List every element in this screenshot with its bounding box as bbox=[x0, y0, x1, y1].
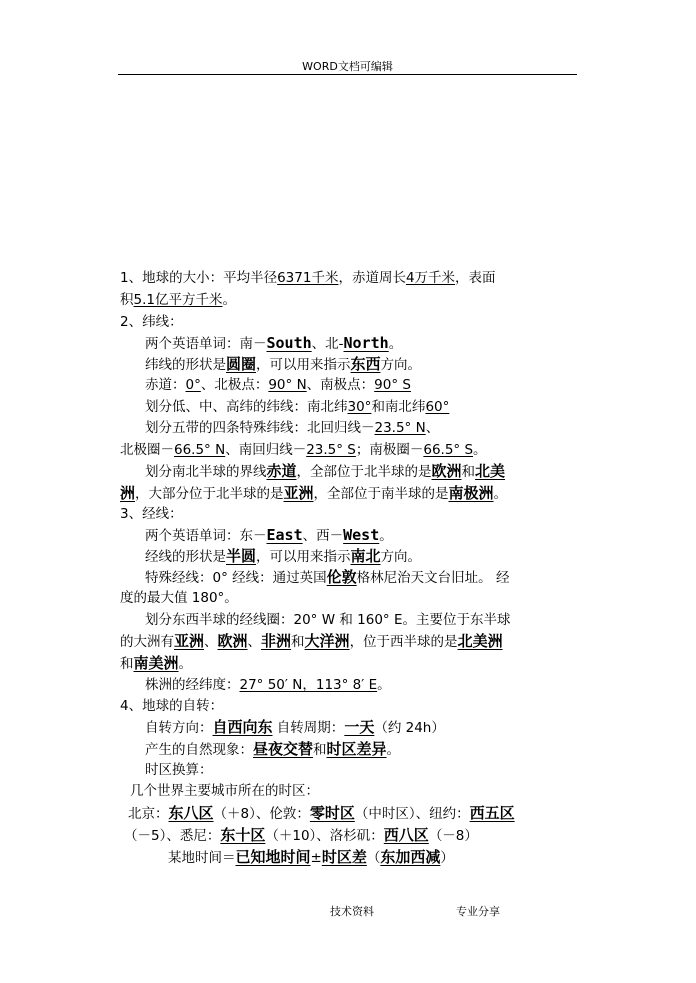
text-span: 。 bbox=[388, 336, 403, 352]
text-line bbox=[145, 610, 511, 630]
text-line bbox=[120, 440, 487, 460]
text-line bbox=[120, 653, 192, 674]
text-span: ，可以用来指示 bbox=[256, 357, 351, 373]
text-span: 和 bbox=[120, 656, 134, 672]
text-span: ） bbox=[440, 850, 454, 866]
emphasis-text: 23.5° S bbox=[306, 442, 356, 458]
text-span: 赤道： bbox=[145, 377, 186, 393]
emphasis-text: 23.5° N bbox=[374, 420, 426, 436]
text-line bbox=[145, 354, 421, 375]
text-span: （中时区）、纽约： bbox=[354, 806, 470, 822]
emphasis-text: 北美洲 bbox=[457, 632, 503, 650]
text-span: 株洲的经纬度： bbox=[145, 677, 240, 693]
text-span: ，可以用来指示 bbox=[256, 549, 351, 565]
emphasis-text: 赤道 bbox=[266, 462, 297, 480]
text-span: 方向。 bbox=[380, 357, 422, 373]
text-span: （约 24h） bbox=[374, 720, 445, 736]
text-span: ，位于西半球的是 bbox=[349, 634, 458, 650]
emphasis-text: 30° bbox=[347, 399, 372, 415]
emphasis-text: 零时区 bbox=[309, 804, 355, 822]
text-line bbox=[120, 504, 183, 524]
emphasis-text: 欧洲 bbox=[431, 462, 462, 480]
text-span: 积 bbox=[120, 292, 134, 308]
text-span: 和 bbox=[291, 634, 305, 650]
emphasis-text: West bbox=[343, 526, 380, 544]
text-span: 和 bbox=[461, 464, 476, 480]
text-span: 。 bbox=[473, 442, 487, 458]
emphasis-text: 南极洲 bbox=[448, 484, 494, 502]
footer-left: 技术资料 bbox=[330, 905, 374, 918]
emphasis-text: 南美洲 bbox=[133, 654, 179, 672]
emphasis-text: 半圆 bbox=[226, 547, 257, 565]
text-span: 。 bbox=[222, 292, 236, 308]
emphasis-text: 亚洲 bbox=[283, 484, 314, 502]
emphasis-text: 4万千米 bbox=[405, 270, 456, 286]
emphasis-text: East bbox=[266, 526, 303, 544]
text-line bbox=[120, 268, 496, 288]
text-line bbox=[145, 739, 400, 760]
text-span: （ bbox=[366, 850, 381, 866]
text-span: 。 bbox=[379, 528, 393, 544]
emphasis-text: 27° 50′ N，113° 8′ E bbox=[239, 677, 378, 693]
emphasis-text: 66.5° N bbox=[174, 442, 226, 458]
text-span: 格林尼治天文台旧址。 经 bbox=[356, 570, 510, 586]
text-span: 两个英语单词：东－ bbox=[145, 528, 267, 544]
text-span: 、 bbox=[204, 634, 218, 650]
text-line bbox=[124, 825, 478, 846]
text-line bbox=[120, 312, 183, 332]
text-line bbox=[145, 333, 402, 354]
emphasis-text: 圆圈 bbox=[226, 355, 257, 373]
text-line bbox=[145, 397, 449, 417]
text-span: 划分南北半球的界线 bbox=[145, 464, 267, 480]
text-line bbox=[145, 567, 509, 588]
emphasis-text: 66.5° S bbox=[423, 442, 474, 458]
emphasis-text: 非洲 bbox=[261, 632, 292, 650]
text-line bbox=[168, 847, 454, 868]
text-span: （＋8）、伦敦： bbox=[213, 806, 310, 822]
text-span: （＋10）、洛杉矶： bbox=[265, 828, 384, 844]
text-line bbox=[120, 290, 236, 310]
text-span: 自转周期： bbox=[272, 720, 345, 736]
text-span: 几个世界主要城市所在的时区： bbox=[130, 783, 319, 799]
text-span: ± bbox=[310, 850, 322, 866]
text-span: 、北极点： bbox=[200, 377, 269, 393]
text-span: 、西－ bbox=[302, 528, 344, 544]
text-span: 、南回归线－ bbox=[225, 442, 307, 458]
text-span: 、 bbox=[247, 634, 262, 650]
text-span: 方向。 bbox=[380, 549, 422, 565]
text-span: 。 bbox=[386, 742, 401, 758]
text-line bbox=[145, 461, 505, 482]
text-span: 经线的形状是 bbox=[145, 549, 226, 565]
text-line bbox=[145, 717, 445, 738]
text-span: 划分东西半球的经线圈：20° W 和 160° E。主要位于东半球 bbox=[145, 612, 511, 628]
text-span: 1、地球的大小：平均半径 bbox=[120, 270, 278, 286]
text-span: ，大部分位于北半球的是 bbox=[135, 486, 284, 502]
text-span: 。 bbox=[178, 656, 193, 672]
page-header: WORD文档可编辑 bbox=[302, 60, 393, 73]
text-span: 、南极点： bbox=[306, 377, 375, 393]
text-line bbox=[120, 483, 507, 504]
text-span: 、北- bbox=[311, 336, 344, 352]
emphasis-text: 西八区 bbox=[383, 826, 429, 844]
text-span: ，表面 bbox=[455, 270, 496, 286]
text-span: 4、地球的自转： bbox=[120, 698, 224, 714]
emphasis-text: 北美 bbox=[475, 462, 506, 480]
text-span: 3、经线： bbox=[120, 506, 183, 522]
emphasis-text: 已知地时间 bbox=[235, 848, 311, 866]
emphasis-text: 南北 bbox=[350, 547, 381, 565]
emphasis-text: South bbox=[266, 334, 312, 352]
text-span: 和 bbox=[313, 742, 327, 758]
emphasis-text: 一天 bbox=[344, 718, 375, 736]
text-line bbox=[145, 546, 421, 567]
emphasis-text: 东八区 bbox=[168, 804, 214, 822]
text-line bbox=[120, 588, 238, 608]
emphasis-text: 东十区 bbox=[220, 826, 266, 844]
text-line bbox=[120, 631, 503, 652]
text-line bbox=[145, 418, 439, 438]
emphasis-text: 昼夜交替 bbox=[253, 740, 314, 758]
emphasis-text: 5.1亿平方千米 bbox=[133, 292, 223, 308]
emphasis-text: 东加西减 bbox=[380, 848, 441, 866]
emphasis-text: 西五区 bbox=[469, 804, 515, 822]
text-line bbox=[145, 760, 213, 780]
text-span: ，全部位于南半球的是 bbox=[313, 486, 449, 502]
text-line bbox=[128, 803, 515, 824]
text-span: 北京： bbox=[128, 806, 169, 822]
text-span: 、 bbox=[425, 420, 440, 436]
emphasis-text: 60° bbox=[425, 399, 450, 415]
text-span: 划分五带的四条特殊纬线：北回归线－ bbox=[145, 420, 375, 436]
text-span: ，赤道周长 bbox=[338, 270, 406, 286]
emphasis-text: 时区差 bbox=[321, 848, 367, 866]
text-span: 划分低、中、高纬的纬线：南北纬 bbox=[145, 399, 348, 415]
text-line bbox=[130, 781, 319, 801]
text-span: ，全部位于北半球的是 bbox=[296, 464, 432, 480]
emphasis-text: North bbox=[343, 334, 389, 352]
text-span: 2、纬线： bbox=[120, 314, 183, 330]
emphasis-text: 时区差异 bbox=[326, 740, 387, 758]
text-span: 和南北纬 bbox=[371, 399, 426, 415]
text-span: 的大洲有 bbox=[120, 634, 174, 650]
emphasis-text: 6371千米 bbox=[277, 270, 339, 286]
text-span: （－5）、悉尼： bbox=[124, 828, 221, 844]
text-span: 某地时间＝ bbox=[168, 850, 236, 866]
text-span: 北极圈－ bbox=[120, 442, 174, 458]
text-span: 时区换算： bbox=[145, 762, 213, 778]
text-span: 纬线的形状是 bbox=[145, 357, 226, 373]
text-span: 两个英语单词：南－ bbox=[145, 336, 267, 352]
emphasis-text: 亚洲 bbox=[174, 632, 205, 650]
text-span: 。 bbox=[377, 677, 391, 693]
text-span: 。 bbox=[493, 486, 508, 502]
emphasis-text: 东西 bbox=[350, 355, 381, 373]
emphasis-text: 90° S bbox=[374, 377, 411, 393]
text-span: 特殊经线：0° 经线：通过英国 bbox=[145, 570, 327, 586]
text-span: 产生的自然现象： bbox=[145, 742, 253, 758]
text-line bbox=[145, 675, 391, 695]
text-line bbox=[120, 696, 223, 716]
emphasis-text: 伦敦 bbox=[326, 568, 357, 586]
emphasis-text: 欧洲 bbox=[217, 632, 248, 650]
emphasis-text: 大洋洲 bbox=[304, 632, 350, 650]
emphasis-text: 自西向东 bbox=[212, 718, 273, 736]
text-span: 自转方向： bbox=[145, 720, 213, 736]
text-span: （－8） bbox=[428, 828, 478, 844]
emphasis-text: 洲 bbox=[120, 484, 136, 502]
header-rule bbox=[118, 74, 577, 75]
text-span: 度的最大值 180°。 bbox=[120, 590, 238, 606]
emphasis-text: 0° bbox=[185, 377, 201, 393]
footer-right: 专业分享 bbox=[456, 905, 500, 918]
text-span: ；南极圈－ bbox=[355, 442, 424, 458]
text-line bbox=[145, 525, 393, 546]
emphasis-text: 90° N bbox=[268, 377, 307, 393]
text-line bbox=[145, 375, 411, 395]
